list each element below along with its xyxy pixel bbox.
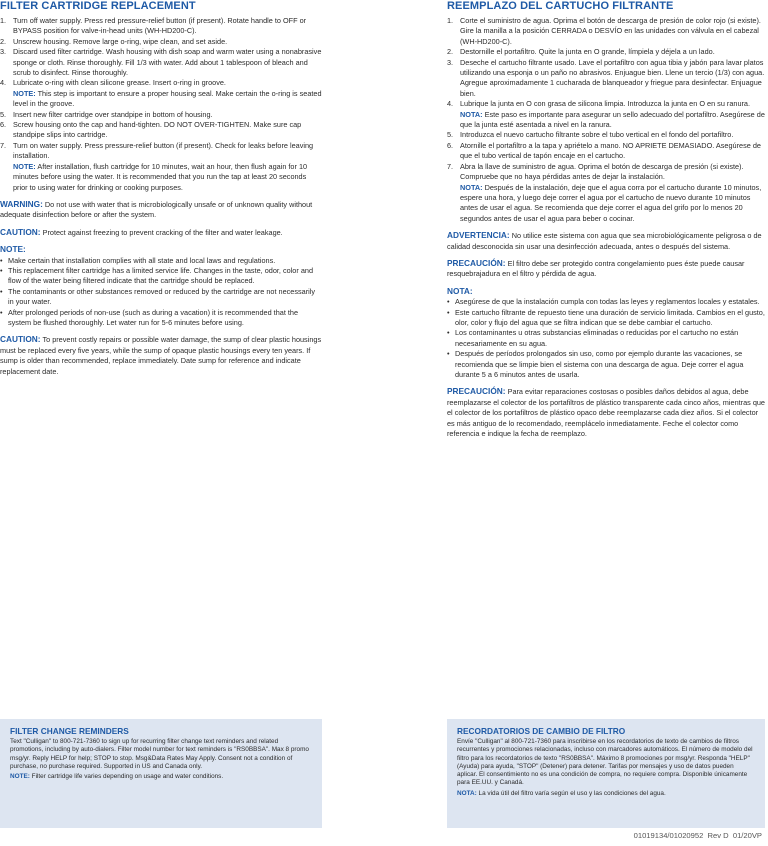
es-reminder-text: Envíe "Culligan" al 800-721-7360 para inscribirse en los recordatorios de texto de cambios de filtros recurrentes y promociones relacionadas, incluso con marcadores automáticos. El número de modelo del filtro para los recordatorios de texto "RS0BBSA". Máximo 8 promociones por msg/yr. Responda "HELP" (Ayuda) para ayuda, "STOP" (Detener) para detener. Tarifas por mensajes y uso de datos pueden aplicar. El consentimiento no es una condición de compra, no requiere compra. Disponible únicamente para EE.UU. y Canadá. [457,738,753,787]
en-warning: WARNING: Do not use with water that is microbiologically unsafe or of unknown quality without adequate disinfection before or after the system. [0,198,313,220]
en-reminder-box [0,719,322,828]
es-heading: REEMPLAZO DEL CARTUCHO FILTRANTE [447,0,674,12]
en-step-note-label: NOTE: [13,161,36,171]
en-heading: FILTER CARTRIDGE REPLACEMENT [0,0,196,12]
en-caution-freezing: CAUTION: Protect against freezing to prevent cracking of the filter and water leakage. [0,226,283,237]
en-note-title: NOTE: [0,244,26,255]
en-step-note-label: NOTE: [13,88,36,98]
es-step: 6. Atornille el portafiltro a la tapa y apriételo a mano. NO APRIETE DEMASIADO. Asegúrese de que el tubo vertical de tapón encaje en el cartucho. [447,140,761,161]
spanish-column [447,0,765,439]
document-part-number: 01019134/01020952 Rev D 01/20VP [633,831,762,840]
es-step-note-label: NOTA: [460,109,483,119]
es-step: 1. Corte el suministro de agua. Oprima el botón de descarga de presión de color rojo (si existe). Gire la manilla a la posición CERRADA o DESVÍO en las unidades con válvula en el cabezal (WH-HD200-C). [447,16,761,46]
es-steps-list [447,16,765,224]
es-note-item: • Después de períodos prolongados sin uso, como por ejemplo durante las vacaciones, se recomienda que se limpie bien el sistema con una descarga de agua. Deje correr el agua durante 5 a 6 minutos antes de usarla. [447,349,744,379]
es-warning: ADVERTENCIA: No utilice este sistema con agua que sea microbiológicamente peligrosa o de calidad desconocida sin usar una desinfección adecuada, antes o después del sistema. [447,230,762,251]
en-note-item: • Make certain that installation complies with all state and local laws and regulations. [0,255,276,265]
es-caution-sump: PRECAUCIÓN: Para evitar reparaciones costosas o posibles daños debidos al agua, debe reemplazarse el colector de los portafiltros de plástico transparente cada cinco años, mientras que el colector de los portafiltros de plástico opaco debe reemplazarse cada diez años. Si el colector es más antiguo de lo recomendado, reemplácelo inmediatamente. Feche el colector como referencia e indique la fecha de reemplazo. [447,386,765,439]
es-note-item: • Este cartucho filtrante de repuesto tiene una duración de servicio limitada. Cambios en el gusto, olor, color y flujo del agua que se filtra indican que se debe cambiar el cartucho. [447,307,765,327]
en-step: 5. Insert new filter cartridge over standpipe in bottom of housing. [0,109,213,119]
en-step: 3. Discard used filter cartridge. Wash housing with dish soap and warm water using a nonabrasive sponge or cloth. Rinse thoroughly. Fill 1/3 with water. Add about 1 tablespoon of bleach and scrub to disinfect. Rinse thoroughly. [0,47,322,78]
en-reminder-text: Text "Culligan" to 800-721-7360 to sign up for recurring filter change text reminders and related promotions, including by auto-dialers. Filter model number for text reminders is "RS0BBSA". Max 8 promo msg/yr. Reply HELP for help; STOP to stop. Msg&Data Rates May Apply. Consent not a condition of purchase, no purchase required. Supported in US and Canada only. [10,738,309,770]
en-step: 1. Turn off water supply. Press red pressure-relief button (if present). Rotate handle to OFF or BYPASS position for valve-in-head units (WH-HD200-C). [0,16,307,36]
en-note-item: • After prolonged periods of non-use (such as during a vacation) it is recommended that the system be flushed thoroughly. Let water run for 5-6 minutes before using. [0,307,299,327]
es-reminder-box [447,719,765,828]
en-reminder-note: NOTE: Filter cartridge life varies depending on usage and water conditions. [10,773,224,781]
es-step: 5. Introduzca el nuevo cartucho filtrante sobre el tubo vertical en el fondo del portafiltro. [447,130,734,140]
en-note-item: • This replacement filter cartridge has a limited service life. Changes in the taste, odor, color and flow of the water being filtered indicate that the cartridge should be replaced. [0,265,313,286]
en-reminder-title: FILTER CHANGE REMINDERS [10,726,129,736]
en-steps-list [0,16,322,193]
en-notes-list [0,256,322,329]
es-step-note-label: NOTA: [460,182,483,192]
en-step: 4. Lubricate o-ring with clean silicone grease. Insert o-ring in groove. NOTE: This step is important to ensure a proper housing seal. Make certain the o-ring is seated level in the groove. [0,78,322,109]
en-note-item: • The contaminants or other substances removed or reduced by the cartridge are not necessarily in your water. [0,286,316,307]
en-step: 2. Unscrew housing. Remove large o-ring, wipe clean, and set aside. [0,36,228,46]
es-notes-list [447,297,765,380]
en-step: 7. Turn on water supply. Press pressure-relief button (if present). Check for leaks before leaving installation. NOTE: After installation, flush cartridge for 10 minutes, wait an hour, then flush again for 10 minutes before using the water. It is recommended that you run the tap at least 20 seconds prior to using water for drinking or cooking purposes. [0,140,314,192]
en-caution-sump: CAUTION: To prevent costly repairs or possible water damage, the sump of clear plastic housings must be replaced every five years, while the sump of opaque plastic housings every ten years. If sump is older than recommended, replace immediately. Date sump for reference and indicate replacement date. [0,334,322,376]
es-reminder-note: NOTA: La vida útil del filtro varía según el uso y las condiciones del agua. [457,789,666,797]
es-caution-freezing: PRECAUCIÓN: El filtro debe ser protegido contra congelamiento pues éste puede causar resquebrajadura en el filtro y pérdida de agua. [447,257,745,279]
es-step: 2. Destornille el portafiltro. Quite la junta en O grande, límpiela y déjela a un lado. [447,47,715,57]
en-step: 6. Screw housing onto the cap and hand-tighten. DO NOT OVER-TIGHTEN. Make sure cap standpipe slips into cartridge. [0,120,302,140]
es-step: 4. Lubrique la junta en O con grasa de silicona limpia. Introduzca la junta en O en su ranura. NOTA: Este paso es importante para asegurar un sello adecuado del portafiltro. Asegúrese de que la junta esté asentada a nivel en la ranura. [447,99,765,130]
es-reminder-title: RECORDATORIOS DE CAMBIO DE FILTRO [457,726,626,736]
es-step: 7. Abra la llave de suministro de agua. Oprima el botón de descarga de presión (si existe). Compruebe que no haya pérdidas antes de dejar la instalación. NOTA: Después de la instalación, deje que el agua corra por el cartucho durante 10 minutos, espere una hora, y luego deje correr el agua por el cartucho de nuevo durante 10 minutos antes de usar el agua. Se recomienda que deje correr el agua del grifo por lo menos 20 segundos antes de usar el agua para beber o cocinar. [447,161,762,223]
es-step: 3. Deseche el cartucho filtrante usado. Lave el portafiltro con agua tibia y jabón para lavar platos utilizando una esponja o un paño no abrasivos. Enjuague bien. Llene un tercio (1/3) con agua. Agregue aproximadamente 1 cucharada de blanqueador y friegue para desinfectar. Enjuague bien. [447,57,765,98]
es-note-title: NOTA: [447,285,473,296]
es-note-item: • Asegúrese de que la instalación cumpla con todas las leyes y reglamentos locales y estatales. [447,297,760,307]
es-note-item: • Los contaminantes u otras substancias eliminadas o reducidas por el cartucho no están necesariamente en su agua. [447,328,739,348]
english-column [0,0,322,377]
